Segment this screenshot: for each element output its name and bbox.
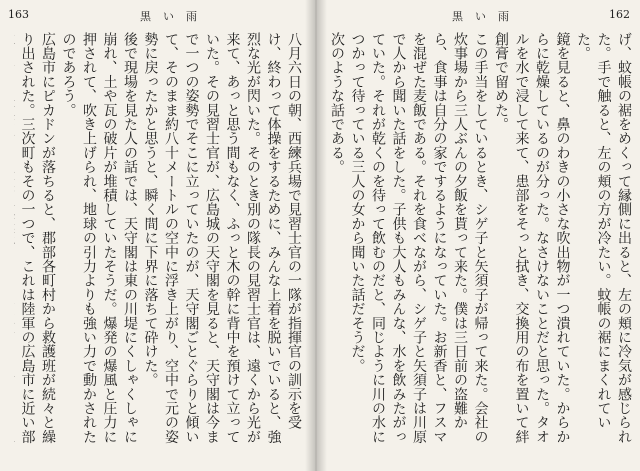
paragraph: 鏡を見ると、鼻のわきの小さな吹出物が一つ潰れていた。からからに乾燥しているのが分った。なさけないことだと思った。タオルを水で浸して来て、患部をそっと拭き、交換用の布を置いて絆創膏で留めた。	[493, 32, 571, 444]
running-title: 黒い雨	[140, 10, 209, 23]
right-page-text	[328, 32, 634, 457]
left-page-text	[14, 32, 304, 457]
paragraph: この手当をしているとき、シゲ子と矢須子が帰って来た。会社の炊事場から三人ぶんの夕飯を貰って来た。僕は三日前の盗難から、食事は自分の家でするようになっていた。お新香と、フスマを混ぜた麦飯である。それを食べながら、シゲ子と矢須子は川原で人から聞いた話をした。子供も大人もみんな、水を飲みたがっていた。それが乾くのを待って飲むのだと、同じように川の水につかって待っている三人の女から聞いた話だそうだ。	[349, 32, 489, 444]
paragraph: 後で現場を見た人の話では、天守閣は東の川堤にくしゃくしゃに崩れ、土や瓦の破片が堆積していたそうだ。爆発の爆風と圧力に押されて、吹き上げられ、地球の引力よりも強い力で動かされたのであろう。	[60, 32, 138, 444]
page-number: 163	[8, 8, 29, 21]
right-page	[322, 0, 640, 471]
paragraph: 広島市にピカドンが落ちると、郡部各町村から救護班が続々と繰り出された。三次町もその一つで、これは陸軍の広島市に近い部	[19, 32, 56, 444]
left-page	[0, 0, 312, 471]
paragraph: 八月六日の朝、西練兵場で見習士官の一隊が指揮官の訓示を受け、終わって体操をするために、みんな上着を脱いでいると、強烈な光が閃いた。そのとき別の隊長の見習士官は、遠くから光が来て、あっと思う間もなく、ふっと木の幹に背中を預けて立っていた。その見習士官が、広島城の天守閣を見ると、天守閣は今まで一つの姿勢でそこに立っていたのが、天守閣ごとぐらりと傾いて、そのまま約八十メートルの空中に浮き上がり、空中で元の姿勢に戻ったかと思うと、瞬く間に下界に落ちて砕けた。	[142, 32, 302, 444]
paragraph: 次のような話である。	[329, 32, 345, 174]
page-number: 162	[609, 8, 630, 21]
running-title: 黒い雨	[452, 10, 521, 23]
paragraph: げ、蚊帳の裾をめくって縁側に出ると、左の頬に冷気が感じられた。手で触ると、左の頬の方が冷たい。蚊帳の裾にまくれていた。	[575, 32, 632, 444]
